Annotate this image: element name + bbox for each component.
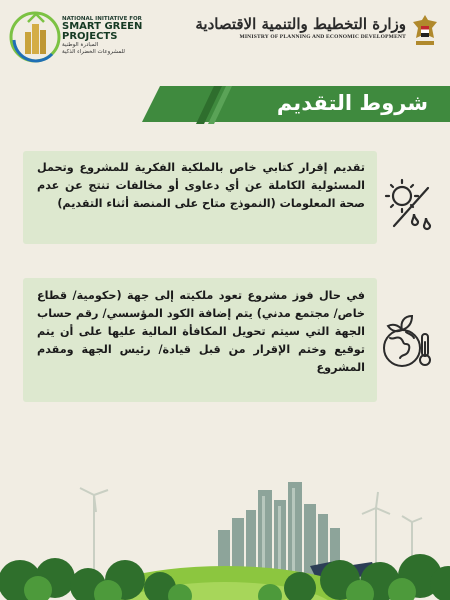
initiative-title-1: SMART GREEN xyxy=(62,21,143,32)
condition-text-2: في حال فوز مشروع تعود ملكيته إلى جهة (حكومية/ قطاع خاص/ مجتمع مدني) يتم إضافة الكود المؤسسي/ رقم حساب الجهة التي سيتم تحويل المكافأة المالية عليها على أن يتم توقيع وختم الإقرار من قبل قيادة/ رئيس الجهة ومقدم المشروع xyxy=(37,289,365,374)
initiative-small-label: NATIONAL INITIATIVE FOR xyxy=(62,16,142,22)
egypt-eagle-emblem-icon xyxy=(410,12,440,50)
ministry-name-en: MINISTRY OF PLANNING AND ECONOMIC DEVELOPMENT xyxy=(239,34,406,40)
ministry-block xyxy=(176,14,406,40)
initiative-title-2: PROJECTS xyxy=(62,31,118,42)
earth-thermometer-icon xyxy=(378,312,436,374)
initiative-ar-1: المبادرة الوطنية xyxy=(62,42,99,48)
ministry-name-ar: وزارة التخطيط والتنمية الاقتصادية xyxy=(195,15,406,33)
green-city-illustration-icon xyxy=(0,470,450,600)
condition-box-1 xyxy=(23,151,377,244)
smart-green-projects-logo-icon xyxy=(8,10,62,64)
sun-rain-icon xyxy=(384,178,434,234)
condition-box-2 xyxy=(23,278,377,402)
banner-stripes-icon xyxy=(196,84,236,124)
header xyxy=(0,0,450,78)
page-title: شروط التقديم xyxy=(276,91,428,115)
initiative-text xyxy=(62,16,152,56)
condition-text-1: تقديم إقرار كتابي خاص بالملكية الفكرية للمشروع وتحمل المسئولية الكاملة عن أي دعاوى أو مخالفات تنتج عن عدم صحة المعلومات (النموذج متاح على المنصة أثناء التقديم) xyxy=(37,161,365,210)
initiative-ar-2: للمشروعات الخضراء الذكية xyxy=(62,49,125,55)
